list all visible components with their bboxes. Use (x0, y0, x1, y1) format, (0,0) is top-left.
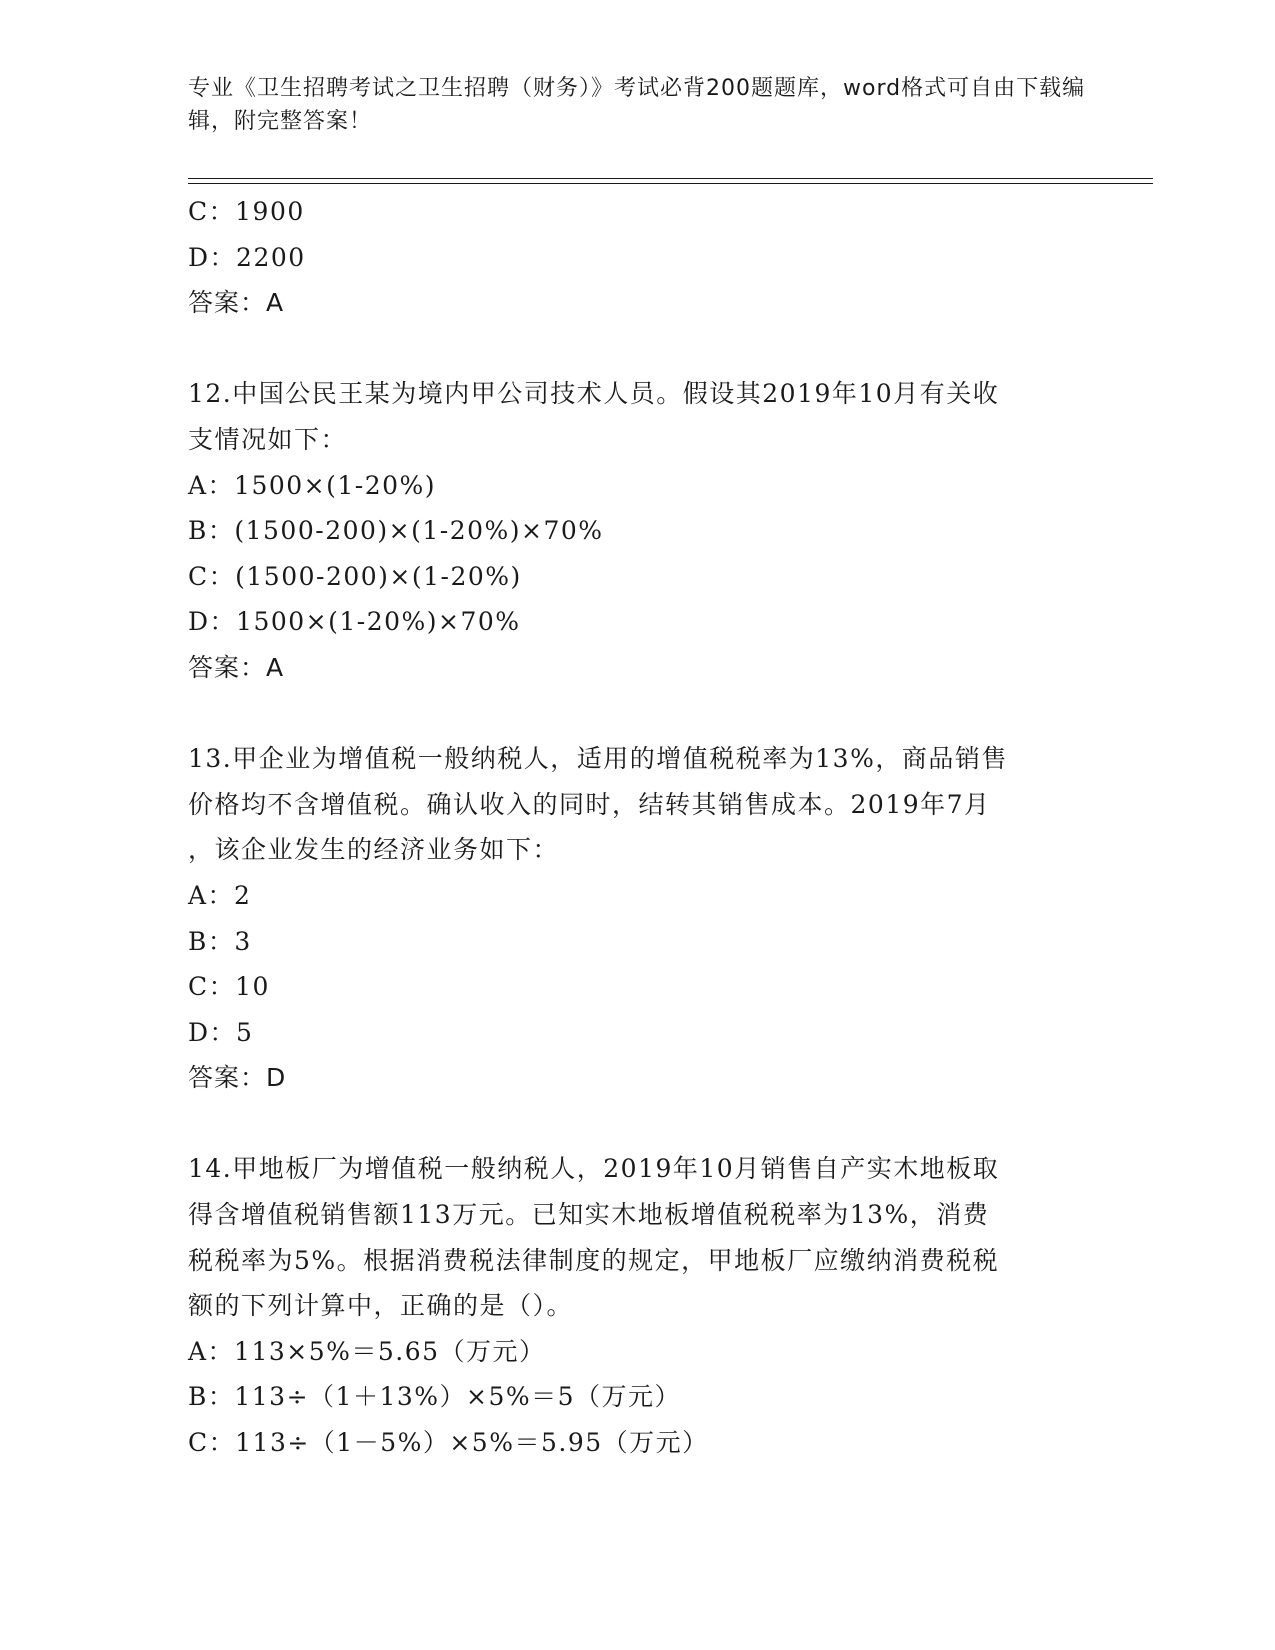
option-line: A：1500×(1-20%) (188, 470, 437, 500)
page-header: 专业《卫生招聘考试之卫生招聘（财务）》考试必背200题题库，word格式可自由下载编辑，附完整答案！ (188, 76, 1086, 134)
question-stem: 14.甲地板厂为增值税一般纳税人，2019年10月销售自产实木地板取 (188, 1154, 1000, 1184)
carry-over-question (188, 189, 1088, 326)
option-line: C：10 (188, 972, 270, 1002)
option-line: C：113÷（1－5%）×5%＝5.95（万元） (188, 1428, 709, 1458)
question-stem: 税税率为5%。根据消费税法律制度的规定，甲地板厂应缴纳消费税税 (188, 1245, 1000, 1275)
header-divider-double (188, 183, 1153, 184)
question-stem: 13.甲企业为增值税一般纳税人，适用的增值税税率为13%，商品销售 (188, 744, 1008, 774)
option-line: C：1900 (188, 197, 305, 226)
question-stem: 得含增值税销售额113万元。已知实木地板增值税税率为13%，消费 (188, 1200, 990, 1230)
option-line: D：1500×(1-20%)×70% (188, 607, 521, 637)
option-line: A：113×5%＝5.65（万元） (188, 1336, 546, 1366)
question-13 (188, 736, 1088, 1101)
spacer (188, 326, 1088, 372)
option-line: B：3 (188, 926, 252, 956)
option-line: D：5 (188, 1017, 254, 1047)
option-line: D：2200 (188, 242, 306, 272)
question-stem: ，该企业发生的经济业务如下： (188, 835, 560, 865)
option-line: B：113÷（1＋13%）×5%＝5（万元） (188, 1382, 682, 1412)
question-stem: 支情况如下： (188, 424, 348, 454)
question-12 (188, 371, 1088, 690)
answer-line: 答案：A (188, 652, 285, 682)
option-line: C：(1500-200)×(1-20%) (188, 561, 522, 591)
question-stem: 价格均不含增值税。确认收入的同时，结转其销售成本。2019年7月 (188, 789, 991, 819)
question-stem: 额的下列计算中，正确的是（）。 (188, 1291, 574, 1321)
document-body (188, 189, 1088, 1466)
option-line: A：2 (188, 880, 252, 910)
option-line: B：(1500-200)×(1-20%)×70% (188, 516, 604, 546)
spacer (188, 1101, 1088, 1147)
header-divider (188, 178, 1153, 179)
question-stem: 12.中国公民王某为境内甲公司技术人员。假设其2019年10月有关收 (188, 379, 1000, 409)
spacer (188, 691, 1088, 737)
answer-line: 答案：A (188, 288, 285, 318)
answer-line: 答案：D (188, 1063, 287, 1093)
question-14 (188, 1146, 1088, 1465)
